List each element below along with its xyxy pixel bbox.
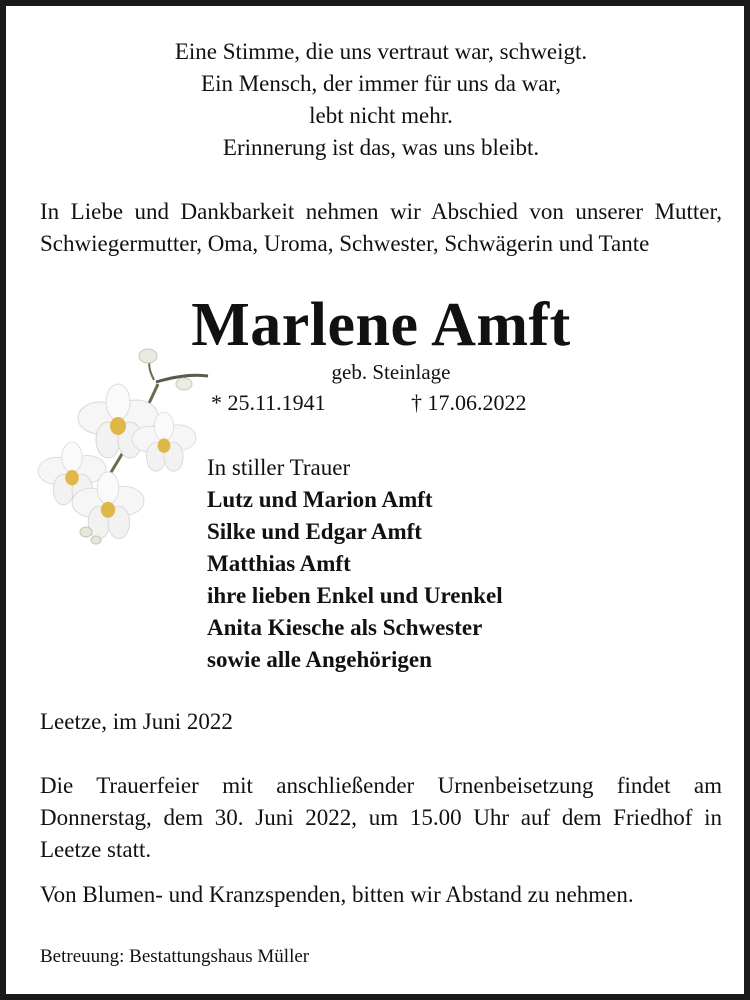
mourner-name: sowie alle Angehörigen: [207, 647, 432, 672]
mourner-name: Matthias Amft: [207, 551, 351, 576]
birth-date: * 25.11.1941: [211, 390, 326, 415]
funeral-home-credit: Betreuung: Bestattungshaus Müller: [40, 946, 310, 967]
mourner-name: Anita Kiesche als Schwester: [207, 615, 483, 640]
poem-line: Erinnerung ist das, was uns bleibt.: [222, 135, 540, 160]
maiden-name: geb. Steinlage: [331, 360, 451, 384]
mourners-block: [207, 452, 503, 676]
deceased-name: Marlene Amft: [191, 291, 571, 359]
death-date: † 17.06.2022: [411, 390, 527, 415]
poem-line: Ein Mensch, der immer für uns da war,: [201, 71, 561, 96]
farewell-intro: In Liebe und Dankbarkeit nehmen wir Abschied von unserer Mutter, Schwiegermutter, Oma, Uroma, Schwester, Schwägerin und Tante: [40, 199, 722, 256]
poem: [6, 36, 750, 164]
mourner-name: ihre lieben Enkel und Urenkel: [207, 583, 503, 608]
funeral-service-info: Die Trauerfeier mit anschließender Urnenbeisetzung findet am Donnerstag, dem 30. Juni 2022, um 15.00 Uhr auf dem Friedhof in Leetze statt.: [40, 773, 722, 862]
mourner-name: Lutz und Marion Amft: [207, 487, 433, 512]
mourner-name: Silke und Edgar Amft: [207, 519, 422, 544]
poem-line: lebt nicht mehr.: [309, 103, 453, 128]
orchid-icon: [36, 336, 226, 556]
poem-line: Eine Stimme, die uns vertraut war, schweigt.: [174, 39, 588, 64]
mourners-lead: In stiller Trauer: [207, 455, 351, 480]
place-date: Leetze, im Juni 2022: [40, 709, 233, 734]
flowers-note: Von Blumen- und Kranzspenden, bitten wir Abstand zu nehmen.: [40, 882, 634, 907]
